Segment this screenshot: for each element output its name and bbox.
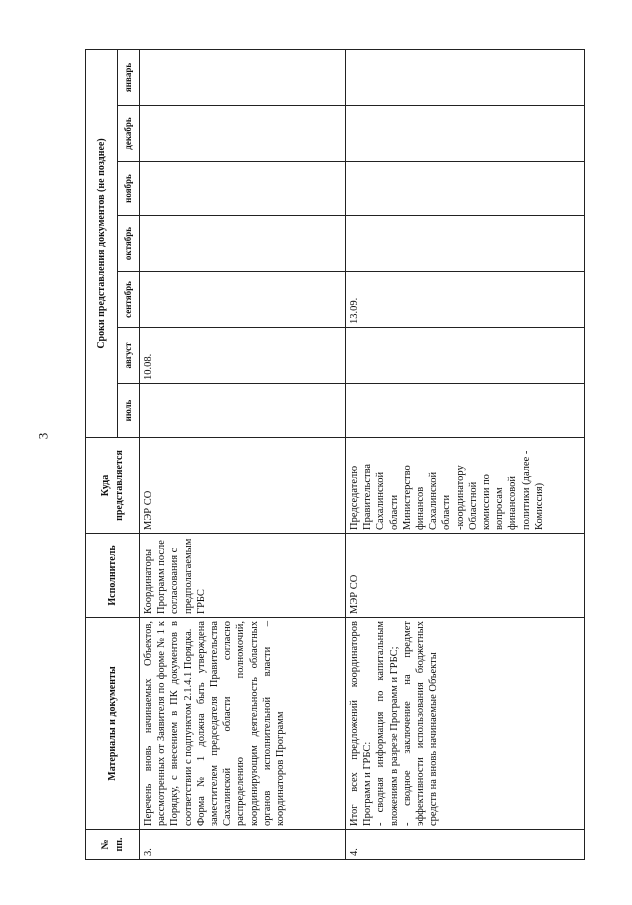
deadline-september: 13.09. [346, 272, 585, 328]
deadline-january [140, 49, 346, 105]
month-september: сентябрь [118, 272, 140, 328]
page-number: 3 [35, 432, 51, 440]
header-num: № пп. [86, 830, 140, 860]
header-executor: Исполнитель [86, 534, 140, 618]
month-october: октябрь [118, 216, 140, 272]
deadline-november [140, 162, 346, 216]
table-row [140, 49, 346, 859]
month-november: ноябрь [118, 162, 140, 216]
materials-paragraph: Итог всех предложений координаторов Программ и ГРБС: [349, 621, 374, 826]
month-july: июль [118, 384, 140, 438]
deadline-september [140, 272, 346, 328]
deadline-december [140, 106, 346, 162]
destination-cell: МЭР СО [140, 438, 346, 534]
header-destination: Куда представляется [86, 438, 140, 534]
deadline-october [346, 216, 585, 272]
materials-cell [140, 618, 346, 830]
materials-paragraph: Форма № 1 должна быть утверждена заместителем председателя Правительства Сахалинской области согласно распределению полномочий, координирующим деятельность областных органов исполнительной власти – координаторов Программ [195, 621, 287, 826]
executor-cell: Координаторы Программ после согласования с предполагаемым ГРБС [140, 534, 346, 618]
materials-paragraph: Перечень вновь начинаемых Объектов, рассмотренных от Заявителя по форме № 1 к Порядку, с внесением в ПК документов в соответствии с подпунктом 2.1.4.1 Порядка. [143, 621, 194, 826]
header-row-1 [86, 49, 118, 859]
month-january: январь [118, 49, 140, 105]
header-deadlines: Сроки представления документов (не позднее) [86, 49, 118, 437]
deadline-july [346, 384, 585, 438]
row-num: 4. [346, 830, 585, 860]
deadline-january [346, 49, 585, 105]
deadline-july [140, 384, 346, 438]
rotated-table-container [85, 50, 585, 860]
deadline-august [346, 328, 585, 384]
deadline-october [140, 216, 346, 272]
header-materials: Материалы и документы [86, 618, 140, 830]
materials-cell [346, 618, 585, 830]
executor-cell: МЭР СО [346, 534, 585, 618]
month-august: август [118, 328, 140, 384]
destination-cell: Председателю Правительства Сахалинской области Министерство финансов Сахалинской области -координатору Областной комиссии по вопросам финансовой политики (далее - Комиссия) [346, 438, 585, 534]
deadline-december [346, 106, 585, 162]
materials-paragraph: - сводное заключение на предмет эффективности использования бюджетных средств на вновь начинаемые Объекты [401, 621, 440, 826]
row-num: 3. [140, 830, 346, 860]
month-december: декабрь [118, 106, 140, 162]
deadline-august: 10.08. [140, 328, 346, 384]
materials-paragraph: - сводная информация по капитальным вложениям в разрезе Программ и ГРБС; [375, 621, 400, 826]
table-row [346, 49, 585, 859]
schedule-table [85, 49, 585, 860]
deadline-november [346, 162, 585, 216]
